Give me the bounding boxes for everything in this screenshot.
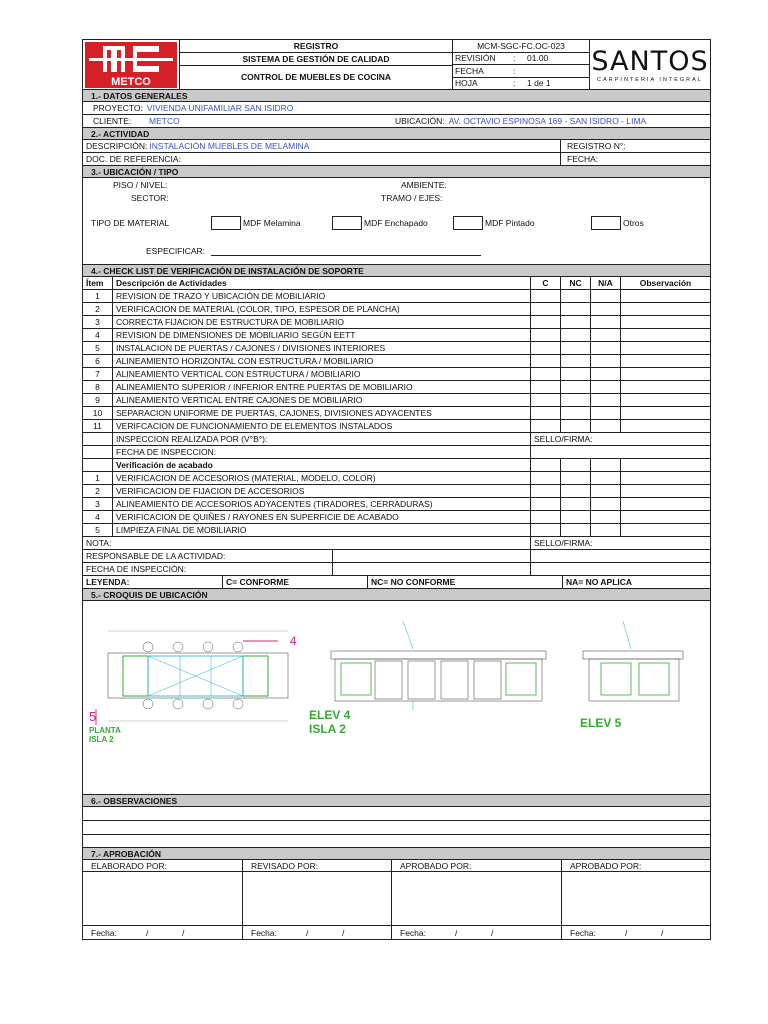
check-c[interactable] bbox=[531, 511, 561, 523]
date-slash: / bbox=[455, 927, 458, 938]
item-description: ALINEAMIENTO VERTICAL ENTRE CAJONES DE MOBILIARIO bbox=[113, 394, 531, 406]
proyecto-value[interactable]: VIVIENDA UNIFAMILIAR SAN ISIDRO bbox=[146, 103, 294, 113]
fecha-label: Fecha: bbox=[570, 927, 596, 938]
check-nc[interactable] bbox=[561, 420, 591, 432]
elev5-label: ELEV 5 bbox=[580, 716, 622, 730]
elev-4-drawing bbox=[309, 621, 546, 736]
item-description: ALINEAMIENTO HORIZONTAL CON ESTRUCTURA / MOBILIARIO bbox=[113, 355, 531, 367]
observacion-input[interactable] bbox=[621, 368, 710, 380]
check-na[interactable] bbox=[591, 381, 621, 393]
section-1-title: 1.- DATOS GENERALES bbox=[82, 90, 711, 102]
table-row bbox=[82, 381, 711, 394]
table-row bbox=[82, 498, 711, 511]
check-c[interactable] bbox=[531, 342, 561, 354]
date-slash: / bbox=[342, 927, 345, 938]
item-description: SEPARACION UNIFORME DE PUERTAS, CAJONES, DIVISIONES ADYACENTES bbox=[113, 407, 531, 419]
table-row bbox=[82, 290, 711, 303]
aprobacion-col bbox=[392, 860, 562, 939]
observacion-input[interactable] bbox=[621, 511, 710, 523]
check-c[interactable] bbox=[531, 420, 561, 432]
check-nc[interactable] bbox=[561, 381, 591, 393]
observacion-input[interactable] bbox=[621, 290, 710, 302]
especificar-input[interactable] bbox=[211, 255, 481, 256]
observaciones-line-3[interactable] bbox=[82, 835, 711, 848]
fecha-inspeccion-2-label: FECHA DE INSPECCIÓN: bbox=[83, 563, 333, 575]
otros-label: Otros bbox=[623, 218, 644, 228]
check-na[interactable] bbox=[591, 355, 621, 367]
item-description: ALINEAMIENTO SUPERIOR / INFERIOR ENTRE PUERTAS DE MOBILIARIO bbox=[113, 381, 531, 393]
descripcion-value[interactable]: INSTALACIÓN MUEBLES DE MELAMINA bbox=[149, 141, 310, 151]
hoja-value: 1 de 1 bbox=[527, 78, 551, 89]
check-na[interactable] bbox=[591, 368, 621, 380]
elev4-isla-label: ISLA 2 bbox=[309, 722, 346, 736]
observacion-input[interactable] bbox=[621, 342, 710, 354]
hoja-sep: : bbox=[513, 78, 516, 89]
item-number: 2 bbox=[83, 485, 113, 497]
title-registro: REGISTRO bbox=[180, 40, 452, 53]
item-number: 5 bbox=[83, 524, 113, 536]
table-row bbox=[82, 355, 711, 368]
check-na[interactable] bbox=[591, 329, 621, 341]
item-description: VERIFICACION DE FIJACION DE ACCESORIOS bbox=[113, 485, 531, 497]
check-na[interactable] bbox=[591, 342, 621, 354]
ubicacion-tipo-block bbox=[82, 178, 711, 265]
piso-label: PISO / NIVEL: bbox=[113, 180, 168, 190]
item-number: 1 bbox=[83, 290, 113, 302]
tramo-label: TRAMO / EJES: bbox=[381, 193, 443, 203]
item-description: VERIFICACION DE MATERIAL (COLOR, TIPO, ESPESOR DE PLANCHA) bbox=[113, 303, 531, 315]
observaciones-line-1[interactable] bbox=[82, 807, 711, 821]
ambiente-label: AMBIENTE: bbox=[401, 180, 447, 190]
aprobacion-col bbox=[243, 860, 392, 939]
item-number: 11 bbox=[83, 420, 113, 432]
aprobacion-fecha[interactable] bbox=[83, 926, 242, 939]
check-na[interactable] bbox=[591, 316, 621, 328]
check-nc[interactable] bbox=[561, 316, 591, 328]
check-na[interactable] bbox=[591, 290, 621, 302]
doc-referencia-label: DOC. DE REFERENCIA: bbox=[86, 154, 181, 164]
check-na[interactable] bbox=[591, 485, 621, 497]
inspeccion-label: INSPECCION REALIZADA POR (V°B°): bbox=[113, 433, 531, 445]
sello-firma-1[interactable]: SELLO/FIRMA: bbox=[534, 434, 593, 444]
item-description: VERIFICACION DE ACCESORIOS (MATERIAL, MODELO, COLOR) bbox=[113, 472, 531, 484]
check-c[interactable] bbox=[531, 329, 561, 341]
section-3-title: 3.- UBICACIÓN / TIPO bbox=[82, 166, 711, 178]
signature-area[interactable] bbox=[83, 872, 242, 926]
metco-logo-text: METCO bbox=[111, 75, 151, 88]
date-slash: / bbox=[306, 927, 309, 938]
proyecto-label: PROYECTO: bbox=[93, 103, 143, 113]
item-description: VERIFCACION DE FUNCIONAMIENTO DE ELEMENTOS INSTALADOS bbox=[113, 420, 531, 432]
table-row bbox=[82, 472, 711, 485]
leyenda-row bbox=[82, 576, 711, 589]
nota-label: NOTA: bbox=[83, 537, 531, 549]
item-number: 9 bbox=[83, 394, 113, 406]
cliente-row bbox=[83, 115, 710, 127]
item-number: 7 bbox=[83, 368, 113, 380]
check-nc[interactable] bbox=[561, 303, 591, 315]
planta-isla-2 bbox=[89, 631, 297, 744]
check-na[interactable] bbox=[591, 472, 621, 484]
check-na[interactable] bbox=[591, 303, 621, 315]
observacion-input[interactable] bbox=[621, 407, 710, 419]
checkbox-mdf-enchapado[interactable] bbox=[332, 216, 362, 230]
responsable-input[interactable] bbox=[333, 550, 531, 562]
check-nc[interactable] bbox=[561, 485, 591, 497]
fecha-sep: : bbox=[513, 65, 516, 76]
check-na[interactable] bbox=[591, 394, 621, 406]
aprobacion-col bbox=[562, 860, 710, 939]
date-slash: / bbox=[491, 927, 494, 938]
checklist-items bbox=[82, 290, 711, 433]
elev4-label: ELEV 4 bbox=[309, 708, 351, 722]
leyenda-c: C= CONFORME bbox=[223, 576, 368, 588]
descripcion-label: DESCRIPCIÓN: bbox=[86, 141, 148, 151]
aprobacion-fecha[interactable] bbox=[562, 926, 710, 939]
aprobacion-col bbox=[83, 860, 243, 939]
section-2-title: 2.- ACTIVIDAD bbox=[82, 128, 711, 140]
check-c[interactable] bbox=[531, 368, 561, 380]
check-c[interactable] bbox=[531, 303, 561, 315]
check-nc[interactable] bbox=[561, 368, 591, 380]
item-description: REVISION DE TRAZO Y UBICACIÓN DE MOBILIARIO bbox=[113, 290, 531, 302]
item-description: LIMPIEZA FINAL DE MOBILIARIO bbox=[113, 524, 531, 536]
table-row bbox=[82, 485, 711, 498]
item-number: 8 bbox=[83, 381, 113, 393]
mdf-pintado-label: MDF Pintado bbox=[485, 218, 535, 228]
form-sheet bbox=[82, 39, 711, 940]
item-number: 6 bbox=[83, 355, 113, 367]
observacion-input[interactable] bbox=[621, 524, 710, 536]
croquis-svg bbox=[83, 601, 710, 795]
check-nc[interactable] bbox=[561, 290, 591, 302]
elev-5-drawing bbox=[580, 621, 683, 730]
table-row bbox=[82, 524, 711, 537]
fecha-actividad-cell[interactable] bbox=[561, 153, 710, 165]
check-nc[interactable] bbox=[561, 394, 591, 406]
table-row bbox=[82, 342, 711, 355]
fecha-label: Fecha: bbox=[251, 927, 277, 938]
table-row bbox=[82, 303, 711, 316]
col-item: Ítem bbox=[83, 277, 113, 289]
checkbox-otros[interactable] bbox=[591, 216, 621, 230]
header-codes bbox=[453, 40, 590, 89]
check-c[interactable] bbox=[531, 394, 561, 406]
aprobacion-row bbox=[82, 860, 711, 940]
acabado-items bbox=[82, 472, 711, 537]
item-number: 3 bbox=[83, 316, 113, 328]
section-7-title: 7.- APROBACIÓN bbox=[82, 848, 711, 860]
registro-cell[interactable] bbox=[561, 140, 710, 152]
item-description: CORRECTA FIJACION DE ESTRUCTURA DE MOBILIARIO bbox=[113, 316, 531, 328]
item-description: REVISION DE DIMENSIONES DE MOBILIARIO SEGÚN EETT bbox=[113, 329, 531, 341]
registro-label: REGISTRO N°: bbox=[567, 141, 626, 151]
item-number: 10 bbox=[83, 407, 113, 419]
metco-logo bbox=[83, 40, 180, 89]
table-row bbox=[82, 316, 711, 329]
section-5-title: 5.- CROQUIS DE UBICACIÓN bbox=[82, 589, 711, 601]
section-4-title: 4.- CHECK LIST DE VERIFICACIÓN DE INSTALACIÓN DE SOPORTE bbox=[82, 265, 711, 277]
item-description: ALINEAMIENTO DE ACCESORIOS ADYACENTES (TIRADORES, CERRADURAS) bbox=[113, 498, 531, 510]
check-c[interactable] bbox=[531, 381, 561, 393]
check-c[interactable] bbox=[531, 485, 561, 497]
col-desc: Descripción de Actividades bbox=[113, 277, 531, 289]
check-na[interactable] bbox=[591, 498, 621, 510]
item-number: 4 bbox=[83, 329, 113, 341]
leyenda-nc: NC= NO CONFORME bbox=[368, 576, 563, 588]
check-nc[interactable] bbox=[561, 498, 591, 510]
ubicacion-value[interactable]: AV. OCTAVIO ESPINOSA 169 - SAN ISIDRO - LIMA bbox=[448, 116, 647, 126]
item-number: 3 bbox=[83, 498, 113, 510]
hoja-label: HOJA bbox=[455, 78, 478, 89]
label-5: 5 bbox=[89, 709, 97, 724]
item-description: VERIFICACION DE QUIÑES / RAYONES EN SUPERFICIE DE ACABADO bbox=[113, 511, 531, 523]
aprobacion-col-label: ELABORADO POR: bbox=[83, 860, 242, 872]
especificar-label: ESPECIFICAR: bbox=[146, 246, 206, 256]
check-na[interactable] bbox=[591, 420, 621, 432]
observacion-input[interactable] bbox=[621, 420, 710, 432]
table-row bbox=[82, 329, 711, 342]
observacion-input[interactable] bbox=[621, 355, 710, 367]
item-number: 2 bbox=[83, 303, 113, 315]
col-c: C bbox=[531, 277, 561, 289]
col-na: N/A bbox=[591, 277, 621, 289]
observacion-input[interactable] bbox=[621, 498, 710, 510]
aprobacion-col-label: APROBADO POR: bbox=[562, 860, 710, 872]
leyenda-na: NA= NO APLICA bbox=[566, 577, 633, 587]
santos-logo bbox=[590, 40, 710, 89]
date-slash: / bbox=[146, 927, 149, 938]
signature-area[interactable] bbox=[243, 872, 391, 926]
signature-area[interactable] bbox=[562, 872, 710, 926]
observacion-input[interactable] bbox=[621, 381, 710, 393]
check-c[interactable] bbox=[531, 316, 561, 328]
revision-label: REVISIÓN bbox=[455, 53, 496, 64]
doc-referencia-cell[interactable] bbox=[83, 153, 561, 165]
fecha-label: Fecha: bbox=[91, 927, 117, 938]
check-c[interactable] bbox=[531, 355, 561, 367]
fecha-inspeccion-label: FECHA DE INSPECCION: bbox=[113, 446, 531, 458]
check-na[interactable] bbox=[591, 511, 621, 523]
form-header bbox=[82, 39, 711, 90]
section-6-title: 6.- OBSERVACIONES bbox=[82, 795, 711, 807]
aprobacion-fecha[interactable] bbox=[392, 926, 561, 939]
item-number: 4 bbox=[83, 511, 113, 523]
check-nc[interactable] bbox=[561, 524, 591, 536]
check-nc[interactable] bbox=[561, 472, 591, 484]
observacion-input[interactable] bbox=[621, 316, 710, 328]
date-slash: / bbox=[625, 927, 628, 938]
item-description: INSTALACION DE PUERTAS / CAJONES / DIVISIONES INTERIORES bbox=[113, 342, 531, 354]
planta-label: PLANTA bbox=[89, 726, 121, 735]
observacion-input[interactable] bbox=[621, 485, 710, 497]
table-row bbox=[82, 368, 711, 381]
header-titles bbox=[180, 40, 453, 89]
santos-logo-sub: CARPINTERIA INTEGRAL bbox=[597, 77, 703, 83]
table-row bbox=[82, 407, 711, 420]
aprobacion-col-label: APROBADO POR: bbox=[392, 860, 561, 872]
acabado-title: Verificación de acabado bbox=[113, 459, 531, 471]
signature-area[interactable] bbox=[392, 872, 561, 926]
ubicacion-label: UBICACIÓN: bbox=[395, 116, 445, 126]
observacion-input[interactable] bbox=[621, 303, 710, 315]
check-nc[interactable] bbox=[561, 511, 591, 523]
date-slash: / bbox=[661, 927, 664, 938]
col-obs: Observación bbox=[639, 278, 692, 288]
title-sistema: SISTEMA DE GESTIÓN DE CALIDAD bbox=[180, 53, 452, 66]
check-nc[interactable] bbox=[561, 342, 591, 354]
table-row bbox=[82, 394, 711, 407]
planta-isla-label: ISLA 2 bbox=[89, 735, 114, 744]
sector-label: SECTOR: bbox=[131, 193, 169, 203]
fecha-actividad-label: FECHA: bbox=[567, 154, 599, 164]
check-na[interactable] bbox=[591, 407, 621, 419]
observaciones-line-2[interactable] bbox=[82, 821, 711, 835]
fecha-inspeccion-2-input[interactable] bbox=[333, 563, 531, 575]
label-4: 4 bbox=[290, 634, 297, 648]
item-description: ALINEAMIENTO VERTICAL CON ESTRUCTURA / MOBILIARIO bbox=[113, 368, 531, 380]
leyenda-label: LEYENDA: bbox=[83, 576, 223, 588]
descripcion-cell bbox=[83, 140, 561, 152]
revision-value: 01.00 bbox=[527, 53, 549, 64]
check-nc[interactable] bbox=[561, 355, 591, 367]
check-c[interactable] bbox=[531, 290, 561, 302]
cliente-label: CLIENTE: bbox=[93, 116, 132, 126]
item-number: 1 bbox=[83, 472, 113, 484]
observacion-input[interactable] bbox=[621, 329, 710, 341]
item-number: 5 bbox=[83, 342, 113, 354]
cliente-value[interactable]: METCO bbox=[149, 116, 180, 126]
observacion-input[interactable] bbox=[621, 394, 710, 406]
checklist-header-row bbox=[82, 277, 711, 290]
check-nc[interactable] bbox=[561, 329, 591, 341]
checkbox-mdf-melamina[interactable] bbox=[211, 216, 241, 230]
revision-sep: : bbox=[513, 53, 516, 64]
check-c[interactable] bbox=[531, 524, 561, 536]
check-na[interactable] bbox=[591, 524, 621, 536]
doc-code: MCM-SGC-FC.OC-023 bbox=[477, 40, 565, 51]
fecha-label: Fecha: bbox=[400, 927, 426, 938]
check-c[interactable] bbox=[531, 407, 561, 419]
fecha-label: FECHA bbox=[455, 65, 484, 76]
sello-firma-2[interactable]: SELLO/FIRMA: bbox=[534, 538, 593, 548]
aprobacion-fecha[interactable] bbox=[243, 926, 391, 939]
mdf-enchapado-label: MDF Enchapado bbox=[364, 218, 428, 228]
check-nc[interactable] bbox=[561, 407, 591, 419]
table-row bbox=[82, 511, 711, 524]
check-c[interactable] bbox=[531, 472, 561, 484]
responsable-label: RESPONSABLE DE LA ACTIVIDAD: bbox=[83, 550, 333, 562]
mdf-melamina-label: MDF Melamina bbox=[243, 218, 301, 228]
observacion-input[interactable] bbox=[621, 472, 710, 484]
tipo-material-label: TIPO DE MATERIAL bbox=[91, 218, 170, 228]
checkbox-mdf-pintado[interactable] bbox=[453, 216, 483, 230]
santos-logo-text: SANTOS bbox=[591, 46, 709, 77]
date-slash: / bbox=[182, 927, 185, 938]
check-c[interactable] bbox=[531, 498, 561, 510]
aprobacion-col-label: REVISADO POR: bbox=[243, 860, 391, 872]
table-row bbox=[82, 420, 711, 433]
title-control: CONTROL DE MUEBLES DE COCINA bbox=[240, 72, 392, 83]
proyecto-row bbox=[83, 102, 710, 114]
col-nc: NC bbox=[561, 277, 591, 289]
croquis-drawing bbox=[82, 601, 711, 795]
